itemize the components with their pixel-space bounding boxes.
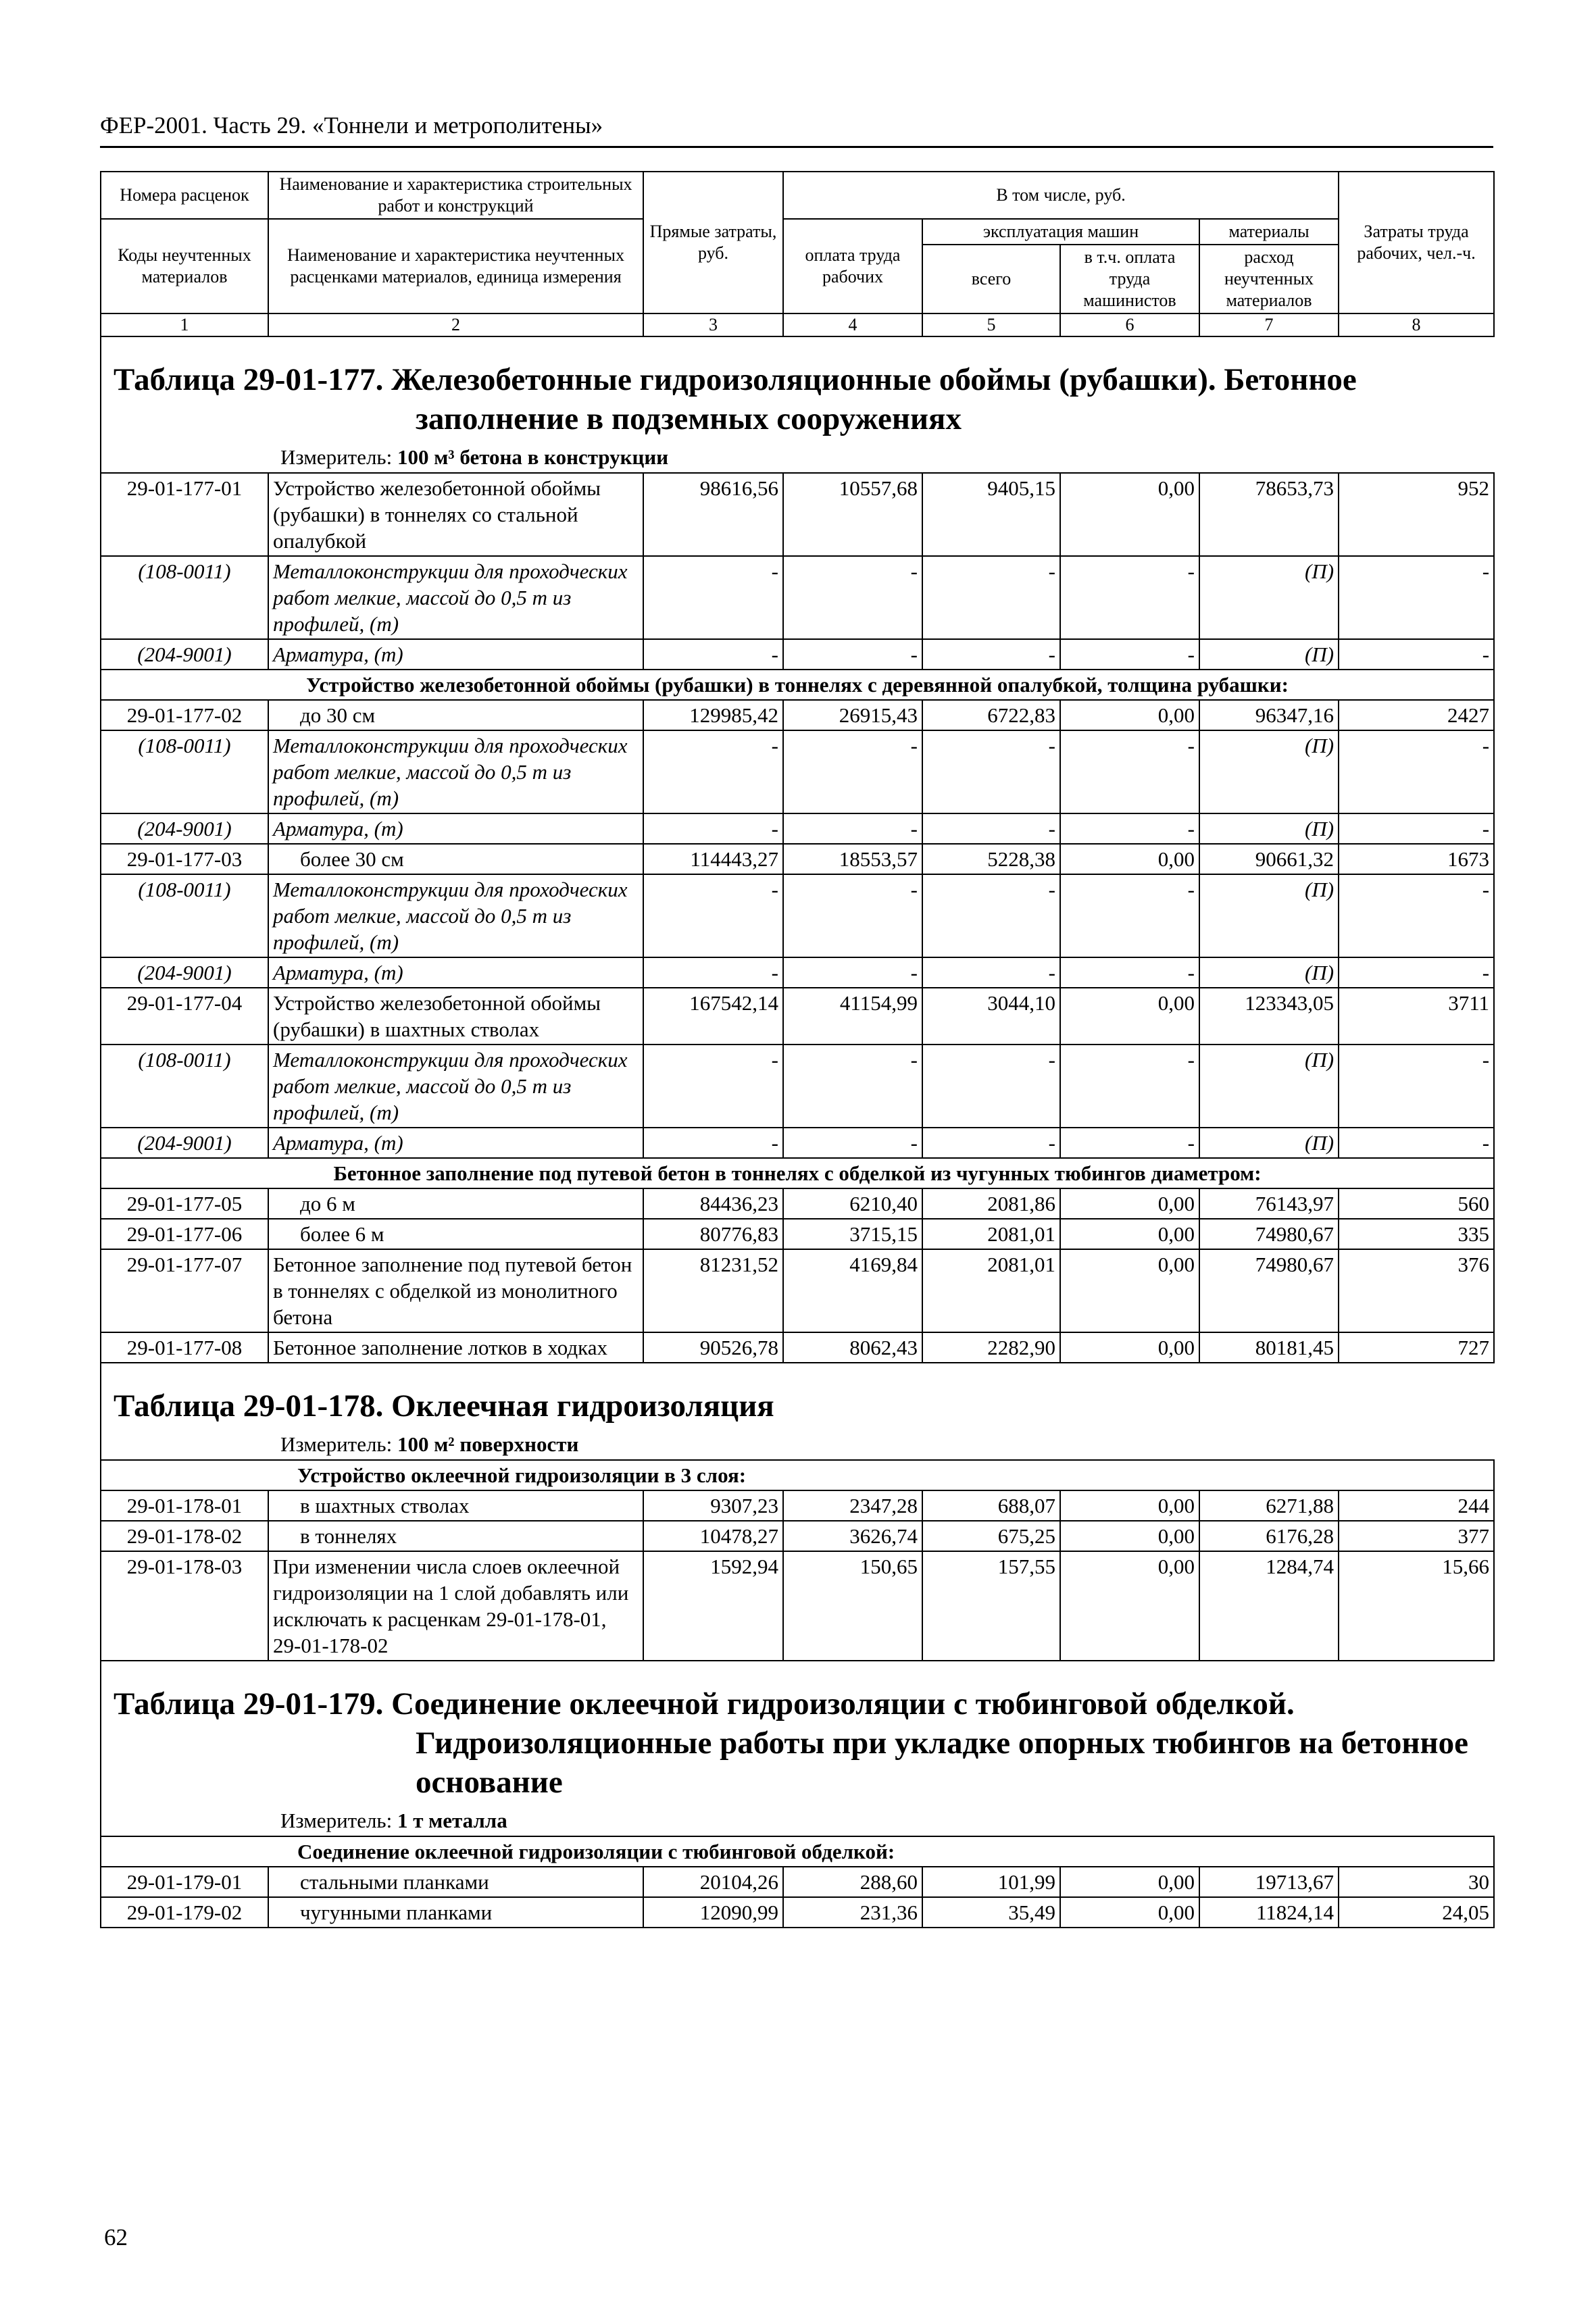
work-name: до 30 см xyxy=(268,700,643,730)
material-code: (108-0011) xyxy=(101,874,268,957)
labor-pay: 26915,43 xyxy=(783,700,922,730)
column-number: 2 xyxy=(268,313,643,336)
table-row xyxy=(101,1188,1494,1219)
header-labor-cost: Затраты труда рабочих, чел.-ч. xyxy=(1339,172,1494,313)
materials-cost: 90661,32 xyxy=(1199,844,1339,874)
labor-cost: 1673 xyxy=(1339,844,1494,874)
rates-table xyxy=(100,171,1495,1928)
work-name: в тоннелях xyxy=(268,1521,643,1551)
table-title-cell xyxy=(101,1363,1494,1460)
table-title-text: Таблица 29-01-177. Железобетонные гидроизоляционные обоймы (рубашки). Бетонное xyxy=(114,362,1357,397)
labor-cost: 727 xyxy=(1339,1332,1494,1363)
machinists-pay: - xyxy=(1060,1128,1199,1158)
column-number: 7 xyxy=(1199,313,1339,336)
header-material-codes: Коды неучтенных материалов xyxy=(101,219,268,313)
machinists-pay: - xyxy=(1060,874,1199,957)
machinists-pay: 0,00 xyxy=(1060,1897,1199,1928)
machines-total: 101,99 xyxy=(922,1867,1060,1897)
labor-pay: 10557,68 xyxy=(783,473,922,556)
labor-pay: 288,60 xyxy=(783,1867,922,1897)
labor-cost: 376 xyxy=(1339,1249,1494,1332)
materials-cost: 6176,28 xyxy=(1199,1521,1339,1551)
labor-pay: - xyxy=(783,1128,922,1158)
materials-cost: 76143,97 xyxy=(1199,1188,1339,1219)
material-code: (108-0011) xyxy=(101,730,268,813)
direct-costs: - xyxy=(643,874,783,957)
machinists-pay: 0,00 xyxy=(1060,1490,1199,1521)
machines-total: 157,55 xyxy=(922,1551,1060,1661)
table-title xyxy=(101,1363,1494,1431)
work-name: Бетонное заполнение под путевой бетон в тоннелях с обделкой из монолитного бетона xyxy=(268,1249,643,1332)
column-number: 4 xyxy=(783,313,922,336)
table-row xyxy=(101,988,1494,1045)
materials-cost: (П) xyxy=(1199,730,1339,813)
machinists-pay: 0,00 xyxy=(1060,1249,1199,1332)
material-code: (108-0011) xyxy=(101,1045,268,1128)
direct-costs: 12090,99 xyxy=(643,1897,783,1928)
table-title-text: Таблица 29-01-178. Оклеечная гидроизоляция xyxy=(114,1388,774,1424)
materials-cost: 74980,67 xyxy=(1199,1219,1339,1249)
material-row xyxy=(101,556,1494,639)
direct-costs: - xyxy=(643,1045,783,1128)
machines-total: 6722,83 xyxy=(922,700,1060,730)
unit-label: Измеритель: xyxy=(280,1809,393,1832)
header-machines: эксплуатация машин xyxy=(922,219,1199,245)
column-number: 3 xyxy=(643,313,783,336)
materials-cost: (П) xyxy=(1199,1045,1339,1128)
direct-costs: - xyxy=(643,730,783,813)
labor-pay: 2347,28 xyxy=(783,1490,922,1521)
table-row xyxy=(101,700,1494,730)
unit-label: Измеритель: xyxy=(280,1432,393,1456)
materials-cost: 123343,05 xyxy=(1199,988,1339,1045)
direct-costs: 10478,27 xyxy=(643,1521,783,1551)
labor-pay: 231,36 xyxy=(783,1897,922,1928)
machinists-pay: 0,00 xyxy=(1060,1188,1199,1219)
labor-cost: - xyxy=(1339,957,1494,988)
labor-cost: 30 xyxy=(1339,1867,1494,1897)
header-material-name: Наименование и характеристика неучтенных расценками материалов, единица измерения xyxy=(268,219,643,313)
machines-total: 5228,38 xyxy=(922,844,1060,874)
rate-code: 29-01-178-03 xyxy=(101,1551,268,1661)
material-name: Металлоконструкции для проходческих работ мелкие, массой до 0,5 т из профилей, (т) xyxy=(268,874,643,957)
rate-code: 29-01-178-02 xyxy=(101,1521,268,1551)
machinists-pay: 0,00 xyxy=(1060,1521,1199,1551)
machinists-pay: 0,00 xyxy=(1060,473,1199,556)
labor-cost: 2427 xyxy=(1339,700,1494,730)
material-row xyxy=(101,957,1494,988)
material-name: Арматура, (т) xyxy=(268,639,643,670)
table-title-continuation: заполнение в подземных сооружениях xyxy=(416,401,962,436)
material-code: (204-9001) xyxy=(101,639,268,670)
table-title-row xyxy=(101,1661,1494,1836)
machines-total: 3044,10 xyxy=(922,988,1060,1045)
materials-cost: 19713,67 xyxy=(1199,1867,1339,1897)
table-subheading-row xyxy=(101,1158,1494,1188)
machines-total: - xyxy=(922,813,1060,844)
materials-cost: 96347,16 xyxy=(1199,700,1339,730)
table-subheading: Устройство оклеечной гидроизоляции в 3 слоя: xyxy=(101,1460,1494,1490)
table-row xyxy=(101,1897,1494,1928)
labor-cost: 952 xyxy=(1339,473,1494,556)
machinists-pay: - xyxy=(1060,1045,1199,1128)
labor-cost: - xyxy=(1339,639,1494,670)
materials-cost: (П) xyxy=(1199,813,1339,844)
direct-costs: 167542,14 xyxy=(643,988,783,1045)
rate-code: 29-01-177-08 xyxy=(101,1332,268,1363)
material-row xyxy=(101,1128,1494,1158)
materials-cost: 80181,45 xyxy=(1199,1332,1339,1363)
direct-costs: 84436,23 xyxy=(643,1188,783,1219)
labor-pay: - xyxy=(783,957,922,988)
table-title-row xyxy=(101,1363,1494,1460)
rate-code: 29-01-179-02 xyxy=(101,1897,268,1928)
material-code: (204-9001) xyxy=(101,813,268,844)
material-name: Металлоконструкции для проходческих работ мелкие, массой до 0,5 т из профилей, (т) xyxy=(268,556,643,639)
table-subheading-row xyxy=(101,1836,1494,1867)
table-row xyxy=(101,1332,1494,1363)
labor-cost: 3711 xyxy=(1339,988,1494,1045)
machines-total: 2081,86 xyxy=(922,1188,1060,1219)
table-body xyxy=(101,336,1494,1928)
labor-pay: 18553,57 xyxy=(783,844,922,874)
work-name: При изменении числа слоев оклеечной гидроизоляции на 1 слой добавлять или исключать к расценкам 29-01-178-01, 29-01-178-02 xyxy=(268,1551,643,1661)
header-labor-pay: оплата труда рабочих xyxy=(783,219,922,313)
direct-costs: 114443,27 xyxy=(643,844,783,874)
machines-total: - xyxy=(922,639,1060,670)
table-subheading: Бетонное заполнение под путевой бетон в тоннелях с обделкой из чугунных тюбингов диаметром: xyxy=(101,1158,1494,1188)
labor-pay: 150,65 xyxy=(783,1551,922,1661)
header-including: В том числе, руб. xyxy=(783,172,1339,219)
work-name: Устройство железобетонной обоймы (рубашки) в шахтных стволах xyxy=(268,988,643,1045)
labor-cost: 377 xyxy=(1339,1521,1494,1551)
materials-cost: (П) xyxy=(1199,1128,1339,1158)
page xyxy=(100,108,1493,2250)
materials-cost: (П) xyxy=(1199,639,1339,670)
direct-costs: - xyxy=(643,639,783,670)
unit-value: 100 м³ бетона в конструкции xyxy=(397,445,669,469)
material-row xyxy=(101,813,1494,844)
labor-pay: 8062,43 xyxy=(783,1332,922,1363)
work-name: Бетонное заполнение лотков в ходках xyxy=(268,1332,643,1363)
machines-total: 2081,01 xyxy=(922,1219,1060,1249)
machines-total: - xyxy=(922,1128,1060,1158)
table-unit xyxy=(101,1431,1494,1459)
direct-costs: 20104,26 xyxy=(643,1867,783,1897)
machines-total: 35,49 xyxy=(922,1897,1060,1928)
header-machinists-pay: в т.ч. оплата труда машинистов xyxy=(1060,245,1199,313)
table-row xyxy=(101,1867,1494,1897)
material-row xyxy=(101,874,1494,957)
direct-costs: - xyxy=(643,556,783,639)
material-code: (204-9001) xyxy=(101,957,268,988)
labor-cost: 15,66 xyxy=(1339,1551,1494,1661)
table-title-continuation: Гидроизоляционные работы при укладке опорных тюбингов на бетонное основание xyxy=(416,1726,1468,1800)
work-name: более 6 м xyxy=(268,1219,643,1249)
machinists-pay: - xyxy=(1060,813,1199,844)
labor-pay: 3626,74 xyxy=(783,1521,922,1551)
machines-total: - xyxy=(922,556,1060,639)
labor-pay: - xyxy=(783,1045,922,1128)
labor-cost: - xyxy=(1339,1128,1494,1158)
rate-code: 29-01-177-05 xyxy=(101,1188,268,1219)
header-materials: материалы xyxy=(1199,219,1339,245)
materials-cost: 6271,88 xyxy=(1199,1490,1339,1521)
page-number: 62 xyxy=(104,2224,128,2250)
materials-cost: 11824,14 xyxy=(1199,1897,1339,1928)
rate-code: 29-01-177-02 xyxy=(101,700,268,730)
labor-cost: - xyxy=(1339,1045,1494,1128)
table-subheading: Соединение оклеечной гидроизоляции с тюбинговой обделкой: xyxy=(101,1836,1494,1867)
labor-cost: - xyxy=(1339,874,1494,957)
material-name: Металлоконструкции для проходческих работ мелкие, массой до 0,5 т из профилей, (т) xyxy=(268,730,643,813)
machines-total: - xyxy=(922,730,1060,813)
direct-costs: - xyxy=(643,1128,783,1158)
direct-costs: 1592,94 xyxy=(643,1551,783,1661)
material-name: Арматура, (т) xyxy=(268,813,643,844)
header-direct-costs: Прямые затраты, руб. xyxy=(643,172,783,313)
machinists-pay: 0,00 xyxy=(1060,1219,1199,1249)
rate-code: 29-01-177-01 xyxy=(101,473,268,556)
material-name: Арматура, (т) xyxy=(268,957,643,988)
direct-costs: - xyxy=(643,813,783,844)
table-header xyxy=(101,172,1494,336)
materials-cost: (П) xyxy=(1199,556,1339,639)
work-name: в шахтных стволах xyxy=(268,1490,643,1521)
labor-pay: 3715,15 xyxy=(783,1219,922,1249)
machinists-pay: 0,00 xyxy=(1060,844,1199,874)
materials-cost: 78653,73 xyxy=(1199,473,1339,556)
table-unit xyxy=(101,1807,1494,1836)
work-name: до 6 м xyxy=(268,1188,643,1219)
machines-total: - xyxy=(922,957,1060,988)
direct-costs: - xyxy=(643,957,783,988)
rate-code: 29-01-179-01 xyxy=(101,1867,268,1897)
rate-code: 29-01-177-06 xyxy=(101,1219,268,1249)
rate-code: 29-01-177-07 xyxy=(101,1249,268,1332)
labor-cost: 244 xyxy=(1339,1490,1494,1521)
table-row xyxy=(101,1219,1494,1249)
labor-cost: 560 xyxy=(1339,1188,1494,1219)
material-name: Металлоконструкции для проходческих работ мелкие, массой до 0,5 т из профилей, (т) xyxy=(268,1045,643,1128)
table-row xyxy=(101,1551,1494,1661)
table-title xyxy=(101,337,1494,444)
table-row xyxy=(101,1521,1494,1551)
materials-cost: 1284,74 xyxy=(1199,1551,1339,1661)
labor-pay: 41154,99 xyxy=(783,988,922,1045)
material-code: (204-9001) xyxy=(101,1128,268,1158)
work-name: стальными планками xyxy=(268,1867,643,1897)
unit-value: 100 м² поверхности xyxy=(397,1432,579,1456)
table-subheading: Устройство железобетонной обоймы (рубашки) в тоннелях с деревянной опалубкой, толщина рубашки: xyxy=(101,670,1494,700)
labor-cost: - xyxy=(1339,556,1494,639)
unit-label: Измеритель: xyxy=(280,445,393,469)
direct-costs: 98616,56 xyxy=(643,473,783,556)
labor-pay: 6210,40 xyxy=(783,1188,922,1219)
work-name: более 30 см xyxy=(268,844,643,874)
table-title-text: Таблица 29-01-179. Соединение оклеечной гидроизоляции с тюбинговой обделкой. xyxy=(114,1686,1295,1721)
table-row xyxy=(101,473,1494,556)
header-rate-numbers: Номера расценок xyxy=(101,172,268,219)
materials-cost: (П) xyxy=(1199,957,1339,988)
labor-cost: - xyxy=(1339,813,1494,844)
machinists-pay: - xyxy=(1060,730,1199,813)
machines-total: 2081,01 xyxy=(922,1249,1060,1332)
rate-code: 29-01-178-01 xyxy=(101,1490,268,1521)
unit-value: 1 т металла xyxy=(397,1809,507,1832)
machinists-pay: - xyxy=(1060,556,1199,639)
machinists-pay: - xyxy=(1060,639,1199,670)
machinists-pay: 0,00 xyxy=(1060,1867,1199,1897)
rate-code: 29-01-177-04 xyxy=(101,988,268,1045)
table-title-row xyxy=(101,336,1494,473)
materials-cost: 74980,67 xyxy=(1199,1249,1339,1332)
table-title-cell xyxy=(101,336,1494,473)
material-row xyxy=(101,1045,1494,1128)
labor-pay: - xyxy=(783,556,922,639)
labor-cost: 335 xyxy=(1339,1219,1494,1249)
table-title xyxy=(101,1661,1494,1807)
materials-cost: (П) xyxy=(1199,874,1339,957)
labor-pay: - xyxy=(783,730,922,813)
machines-total: - xyxy=(922,1045,1060,1128)
machinists-pay: - xyxy=(1060,957,1199,988)
direct-costs: 9307,23 xyxy=(643,1490,783,1521)
material-code: (108-0011) xyxy=(101,556,268,639)
table-row xyxy=(101,1249,1494,1332)
table-subheading-row xyxy=(101,670,1494,700)
machinists-pay: 0,00 xyxy=(1060,988,1199,1045)
machinists-pay: 0,00 xyxy=(1060,1551,1199,1661)
material-row xyxy=(101,639,1494,670)
header-materials-use: расход неучтенных материалов xyxy=(1199,245,1339,313)
labor-cost: 24,05 xyxy=(1339,1897,1494,1928)
machines-total: 2282,90 xyxy=(922,1332,1060,1363)
work-name: чугунными планками xyxy=(268,1897,643,1928)
machinists-pay: 0,00 xyxy=(1060,1332,1199,1363)
table-title-cell xyxy=(101,1661,1494,1836)
machines-total: 9405,15 xyxy=(922,473,1060,556)
table-unit xyxy=(101,444,1494,472)
labor-pay: 4169,84 xyxy=(783,1249,922,1332)
work-name: Устройство железобетонной обоймы (рубашки) в тоннелях со стальной опалубкой xyxy=(268,473,643,556)
direct-costs: 90526,78 xyxy=(643,1332,783,1363)
rate-code: 29-01-177-03 xyxy=(101,844,268,874)
material-row xyxy=(101,730,1494,813)
running-head: ФЕР-2001. Часть 29. «Тоннели и метрополитены» xyxy=(100,108,1493,148)
header-work-name: Наименование и характеристика строительных работ и конструкций xyxy=(268,172,643,219)
direct-costs: 81231,52 xyxy=(643,1249,783,1332)
labor-pay: - xyxy=(783,639,922,670)
labor-pay: - xyxy=(783,813,922,844)
column-number: 8 xyxy=(1339,313,1494,336)
labor-pay: - xyxy=(783,874,922,957)
machines-total: - xyxy=(922,874,1060,957)
column-number: 5 xyxy=(922,313,1060,336)
table-row xyxy=(101,1490,1494,1521)
machinists-pay: 0,00 xyxy=(1060,700,1199,730)
machines-total: 688,07 xyxy=(922,1490,1060,1521)
column-number: 6 xyxy=(1060,313,1199,336)
table-row xyxy=(101,844,1494,874)
header-machines-total: всего xyxy=(922,245,1060,313)
direct-costs: 80776,83 xyxy=(643,1219,783,1249)
direct-costs: 129985,42 xyxy=(643,700,783,730)
table-subheading-row xyxy=(101,1460,1494,1490)
machines-total: 675,25 xyxy=(922,1521,1060,1551)
column-number: 1 xyxy=(101,313,268,336)
labor-cost: - xyxy=(1339,730,1494,813)
material-name: Арматура, (т) xyxy=(268,1128,643,1158)
